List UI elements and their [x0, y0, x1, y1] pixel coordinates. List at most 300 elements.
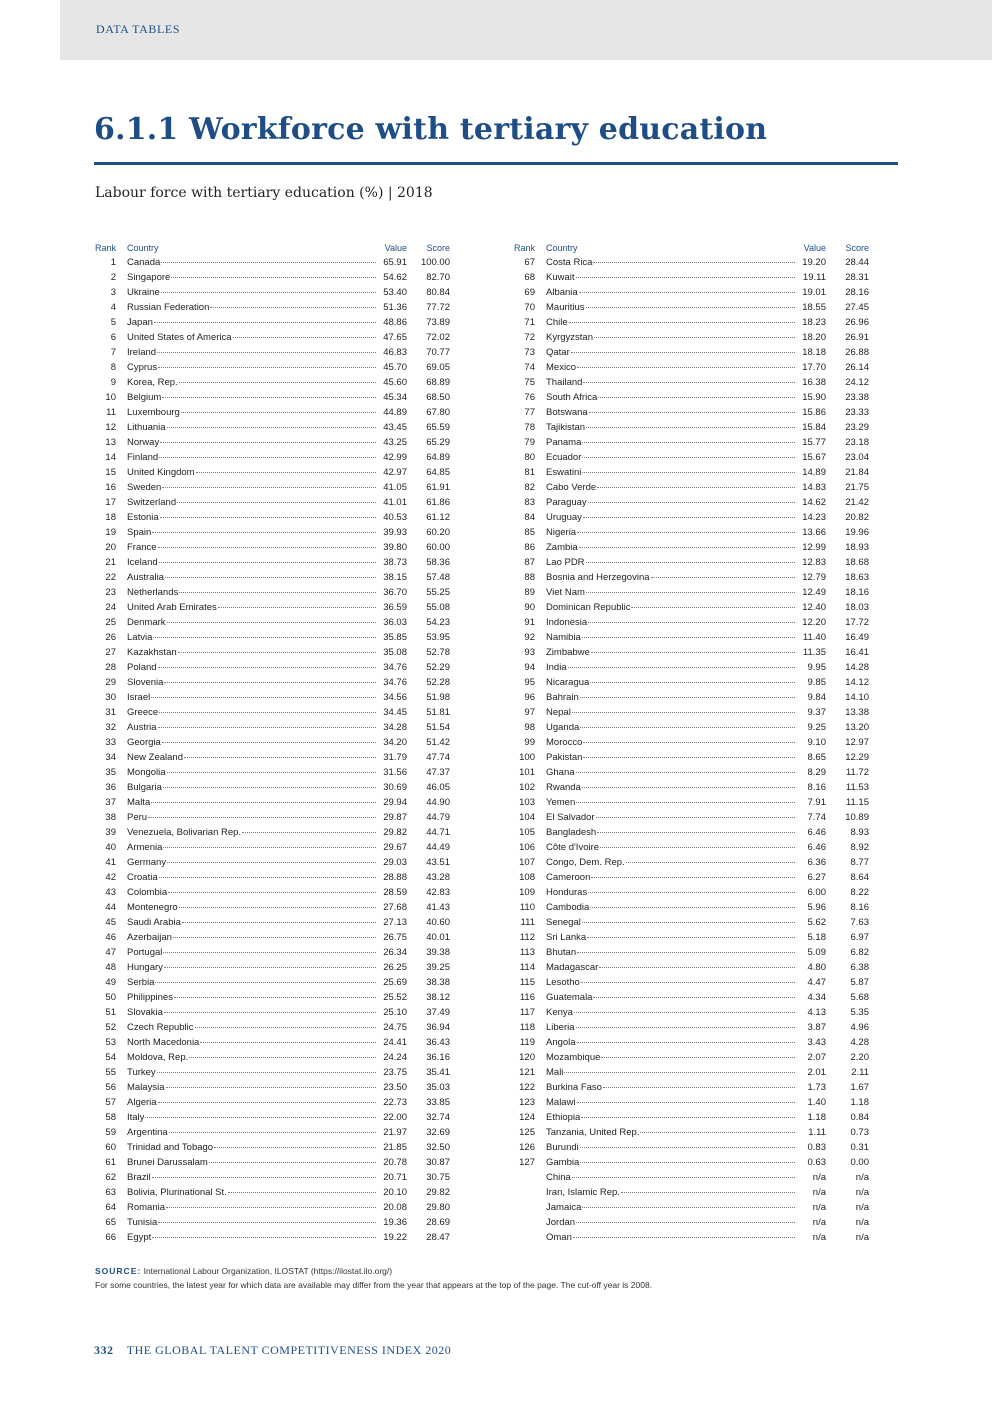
table-row: [513, 495, 869, 510]
country-cell: [546, 1095, 796, 1110]
value-cell: 16.38: [802, 377, 826, 388]
country-cell: [127, 915, 377, 930]
score-cell: 8.16: [850, 902, 869, 913]
score-cell: 6.82: [850, 947, 869, 958]
score-cell: 23.33: [845, 407, 869, 418]
country-cell: [127, 705, 377, 720]
country-cell: [127, 945, 377, 960]
score-cell: 38.38: [426, 977, 450, 988]
country-name: New Zealand: [127, 752, 183, 763]
country-cell: [546, 525, 796, 540]
table-row: [94, 570, 450, 585]
table-row: [513, 600, 869, 615]
country-name: Gambia: [546, 1157, 580, 1168]
table-row: [513, 315, 869, 330]
country-name: Italy: [127, 1112, 145, 1123]
rank-cell: 39: [105, 827, 116, 838]
score-cell: 32.74: [426, 1112, 450, 1123]
country-cell: [546, 900, 796, 915]
country-cell: [546, 615, 796, 630]
table-row: [94, 795, 450, 810]
country-name: Bangladesh: [546, 827, 597, 838]
country-name: Armenia: [127, 842, 163, 853]
dot-leader: [577, 952, 795, 953]
dot-leader: [583, 382, 795, 383]
country-cell: [546, 705, 796, 720]
score-cell: 23.04: [845, 452, 869, 463]
rank-cell: 120: [519, 1052, 535, 1063]
score-cell: 19.96: [845, 527, 869, 538]
country-cell: [546, 1170, 796, 1185]
score-cell: 40.01: [426, 932, 450, 943]
country-cell: [546, 1215, 796, 1230]
dot-leader: [583, 517, 795, 518]
dot-leader: [580, 1147, 795, 1148]
country-cell: [546, 405, 796, 420]
table-row: [94, 930, 450, 945]
score-cell: 21.42: [845, 497, 869, 508]
dot-leader: [165, 577, 376, 578]
country-cell: [127, 1140, 377, 1155]
rank-cell: 32: [105, 722, 116, 733]
table-row: [513, 945, 869, 960]
value-cell: 5.18: [807, 932, 826, 943]
score-cell: 27.45: [845, 302, 869, 313]
country-cell: [546, 1050, 796, 1065]
value-cell: 42.99: [383, 452, 407, 463]
country-name: Ecuador: [546, 452, 582, 463]
score-cell: 41.43: [426, 902, 450, 913]
source-label: SOURCE:: [95, 1266, 142, 1276]
country-name: Azerbaijan: [127, 932, 172, 943]
table-row: [513, 570, 869, 585]
dot-leader: [167, 862, 376, 863]
score-cell: 32.50: [426, 1142, 450, 1153]
value-cell: 19.36: [383, 1217, 407, 1228]
country-name: United Kingdom: [127, 467, 195, 478]
score-cell: 12.97: [845, 737, 869, 748]
dot-leader: [582, 472, 795, 473]
rank-cell: 20: [105, 542, 116, 553]
country-cell: [546, 570, 796, 585]
country-cell: [127, 540, 377, 555]
rank-cell: 107: [519, 857, 535, 868]
country-name: Namibia: [546, 632, 581, 643]
value-cell: 30.69: [383, 782, 407, 793]
country-cell: [546, 420, 796, 435]
country-cell: [546, 255, 796, 270]
country-name: Iceland: [127, 557, 158, 568]
score-cell: 4.28: [850, 1037, 869, 1048]
value-cell: 29.82: [383, 827, 407, 838]
country-name: Serbia: [127, 977, 155, 988]
page-title: 6.1.1 Workforce with tertiary education: [94, 112, 768, 147]
score-cell: 28.44: [845, 257, 869, 268]
country-name: Malaysia: [127, 1082, 165, 1093]
country-cell: [127, 405, 377, 420]
rank-cell: 73: [524, 347, 535, 358]
score-cell: 43.51: [426, 857, 450, 868]
country-name: Zimbabwe: [546, 647, 590, 658]
dot-leader: [576, 802, 795, 803]
country-name: Zambia: [546, 542, 578, 553]
value-cell: n/a: [812, 1172, 826, 1183]
dot-leader: [151, 802, 376, 803]
dot-leader: [179, 592, 376, 593]
table-row: [513, 1020, 869, 1035]
country-name: Tunisia: [127, 1217, 158, 1228]
dot-leader: [597, 487, 795, 488]
country-cell: [127, 450, 377, 465]
rank-cell: 84: [524, 512, 535, 523]
country-name: Malawi: [546, 1097, 576, 1108]
dot-leader: [169, 1132, 376, 1133]
value-cell: 2.07: [807, 1052, 826, 1063]
country-cell: [546, 795, 796, 810]
dot-leader: [590, 682, 795, 683]
table-row: [513, 990, 869, 1005]
source-line: [95, 1266, 392, 1276]
score-cell: 73.89: [426, 317, 450, 328]
score-cell: 68.89: [426, 377, 450, 388]
dot-leader: [582, 457, 795, 458]
rank-cell: 61: [105, 1157, 116, 1168]
score-cell: 60.20: [426, 527, 450, 538]
dot-leader: [181, 412, 376, 413]
score-cell: 37.49: [426, 1007, 450, 1018]
table-row: [94, 750, 450, 765]
country-cell: [127, 1020, 377, 1035]
country-name: Brunei Darussalam: [127, 1157, 208, 1168]
value-cell: 13.66: [802, 527, 826, 538]
value-cell: 45.34: [383, 392, 407, 403]
value-cell: 24.41: [383, 1037, 407, 1048]
dot-leader: [158, 1102, 376, 1103]
value-cell: 44.89: [383, 407, 407, 418]
score-cell: n/a: [855, 1187, 869, 1198]
country-name: Cambodia: [546, 902, 590, 913]
country-cell: [546, 675, 796, 690]
score-cell: 61.12: [426, 512, 450, 523]
country-name: Turkey: [127, 1067, 156, 1078]
table-row: [94, 330, 450, 345]
table-row: [513, 480, 869, 495]
country-cell: [127, 1005, 377, 1020]
rank-cell: 14: [105, 452, 116, 463]
rank-cell: 79: [524, 437, 535, 448]
table-row: [513, 900, 869, 915]
score-cell: 18.63: [845, 572, 869, 583]
value-cell: 9.10: [807, 737, 826, 748]
country-cell: [127, 360, 377, 375]
dot-leader: [155, 982, 376, 983]
table-row: [513, 960, 869, 975]
country-cell: [127, 1215, 377, 1230]
score-cell: 11.72: [845, 767, 869, 778]
dot-leader: [158, 1222, 376, 1223]
country-name: Austria: [127, 722, 157, 733]
rank-cell: 89: [524, 587, 535, 598]
score-cell: 100.00: [420, 257, 450, 268]
table-row: [513, 1185, 869, 1200]
table-row: [513, 765, 869, 780]
table-row: [513, 795, 869, 810]
country-name: Panama: [546, 437, 582, 448]
rank-cell: 5: [110, 317, 116, 328]
table-row: [513, 870, 869, 885]
dot-leader: [589, 412, 795, 413]
dot-leader: [586, 307, 795, 308]
score-cell: 77.72: [426, 302, 450, 313]
score-cell: 46.05: [426, 782, 450, 793]
score-cell: 14.12: [845, 677, 869, 688]
score-cell: 28.69: [426, 1217, 450, 1228]
value-cell: 53.40: [383, 287, 407, 298]
rank-cell: 80: [524, 452, 535, 463]
table-row: [94, 360, 450, 375]
country-cell: [546, 315, 796, 330]
table-row: [513, 255, 869, 270]
country-name: Tanzania, United Rep.: [546, 1127, 640, 1138]
table-row: [513, 510, 869, 525]
country-cell: [127, 1155, 377, 1170]
score-cell: 30.75: [426, 1172, 450, 1183]
value-cell: 24.24: [383, 1052, 407, 1063]
value-cell: 25.10: [383, 1007, 407, 1018]
country-cell: [546, 1200, 796, 1215]
country-cell: [546, 435, 796, 450]
dot-leader: [577, 367, 795, 368]
value-cell: 1.40: [807, 1097, 826, 1108]
dot-leader: [162, 742, 376, 743]
value-cell: 14.89: [802, 467, 826, 478]
rank-cell: 91: [524, 617, 535, 628]
score-cell: 18.03: [845, 602, 869, 613]
score-cell: 44.71: [426, 827, 450, 838]
country-name: Poland: [127, 662, 157, 673]
dot-leader: [588, 622, 795, 623]
value-cell: 21.85: [383, 1142, 407, 1153]
country-name: Denmark: [127, 617, 166, 628]
country-name: Mali: [546, 1067, 564, 1078]
dot-leader: [151, 697, 376, 698]
dot-leader: [600, 847, 795, 848]
country-name: Tajikistan: [546, 422, 586, 433]
score-cell: 29.80: [426, 1202, 450, 1213]
score-cell: 14.28: [845, 662, 869, 673]
rank-cell: 100: [519, 752, 535, 763]
dot-leader: [228, 1192, 376, 1193]
dot-leader: [154, 322, 376, 323]
table-row: [513, 390, 869, 405]
rank-cell: 85: [524, 527, 535, 538]
country-cell: [127, 1230, 377, 1245]
dot-leader: [574, 1012, 795, 1013]
table-row: [94, 720, 450, 735]
value-cell: 28.88: [383, 872, 407, 883]
value-cell: 46.83: [383, 347, 407, 358]
country-cell: [546, 1005, 796, 1020]
score-cell: 33.85: [426, 1097, 450, 1108]
rank-cell: 122: [519, 1082, 535, 1093]
value-cell: 5.96: [807, 902, 826, 913]
score-cell: 65.59: [426, 422, 450, 433]
score-cell: 2.11: [851, 1067, 869, 1078]
table-row: [513, 585, 869, 600]
value-cell: 6.46: [807, 827, 826, 838]
country-cell: [546, 585, 796, 600]
table-row: [94, 315, 450, 330]
table-row: [513, 1095, 869, 1110]
value-cell: 4.80: [807, 962, 826, 973]
dot-leader: [593, 262, 795, 263]
country-name: Ghana: [546, 767, 575, 778]
rank-cell: 101: [519, 767, 535, 778]
rank-cell: 70: [524, 302, 535, 313]
table-row: [94, 1110, 450, 1125]
value-cell: 41.05: [383, 482, 407, 493]
rank-cell: 18: [105, 512, 116, 523]
country-cell: [127, 1035, 377, 1050]
country-name: Madagascar: [546, 962, 599, 973]
country-name: Russian Federation: [127, 302, 210, 313]
country-name: Japan: [127, 317, 153, 328]
country-cell: [546, 1065, 796, 1080]
value-cell: 9.25: [807, 722, 826, 733]
country-cell: [546, 600, 796, 615]
country-cell: [127, 390, 377, 405]
country-name: Viet Nam: [546, 587, 585, 598]
value-cell: 34.28: [383, 722, 407, 733]
table-row: [94, 990, 450, 1005]
table-row: [513, 1035, 869, 1050]
value-cell: 19.20: [802, 257, 826, 268]
score-cell: 8.77: [850, 857, 869, 868]
country-cell: [546, 510, 796, 525]
country-name: Botswana: [546, 407, 588, 418]
country-name: Lao PDR: [546, 557, 585, 568]
table-row: [94, 345, 450, 360]
score-cell: 64.89: [426, 452, 450, 463]
value-cell: 0.63: [807, 1157, 826, 1168]
score-cell: 4.96: [850, 1022, 869, 1033]
table-row: [94, 645, 450, 660]
country-name: France: [127, 542, 157, 553]
score-cell: 26.88: [845, 347, 869, 358]
score-cell: 55.25: [426, 587, 450, 598]
value-cell: 31.79: [383, 752, 407, 763]
country-name: Indonesia: [546, 617, 588, 628]
table-row: [513, 1170, 869, 1185]
score-cell: 23.18: [845, 437, 869, 448]
dot-leader: [161, 292, 376, 293]
score-cell: 5.87: [850, 977, 869, 988]
dot-leader: [159, 562, 376, 563]
score-cell: 5.35: [850, 1007, 869, 1018]
country-name: Greece: [127, 707, 159, 718]
country-name: Mongolia: [127, 767, 166, 778]
country-cell: [546, 810, 796, 825]
country-cell: [127, 255, 377, 270]
country-name: Bosnia and Herzegovina: [546, 572, 650, 583]
country-name: Latvia: [127, 632, 153, 643]
country-cell: [127, 1095, 377, 1110]
score-cell: 51.42: [426, 737, 450, 748]
country-cell: [546, 660, 796, 675]
dot-leader: [597, 832, 795, 833]
table-row: [94, 1035, 450, 1050]
rank-cell: 15: [105, 467, 116, 478]
dot-leader: [177, 502, 376, 503]
table-row: [513, 915, 869, 930]
dot-leader: [651, 577, 795, 578]
dot-leader: [167, 772, 376, 773]
rank-cell: 29: [105, 677, 116, 688]
country-cell: [546, 840, 796, 855]
dot-leader: [162, 397, 376, 398]
value-cell: 43.25: [383, 437, 407, 448]
dot-leader: [158, 367, 376, 368]
score-cell: 8.92: [850, 842, 869, 853]
rank-cell: 105: [519, 827, 535, 838]
value-cell: 22.73: [383, 1097, 407, 1108]
country-name: China: [546, 1172, 571, 1183]
country-cell: [127, 375, 377, 390]
rank-cell: 92: [524, 632, 535, 643]
country-cell: [127, 300, 377, 315]
score-cell: 18.93: [845, 542, 869, 553]
table-row: [94, 825, 450, 840]
value-cell: 34.45: [383, 707, 407, 718]
country-cell: [127, 315, 377, 330]
rank-cell: 90: [524, 602, 535, 613]
rank-cell: 3: [110, 287, 116, 298]
country-name: Senegal: [546, 917, 581, 928]
table-row: [94, 765, 450, 780]
country-cell: [127, 1080, 377, 1095]
country-cell: [546, 945, 796, 960]
country-name: Bolivia, Plurinational St.: [127, 1187, 227, 1198]
value-cell: 15.90: [802, 392, 826, 403]
rank-cell: 36: [105, 782, 116, 793]
dot-leader: [579, 292, 795, 293]
country-cell: [127, 525, 377, 540]
rank-cell: 6: [110, 332, 116, 343]
country-name: Lithuania: [127, 422, 166, 433]
country-name: Liberia: [546, 1022, 575, 1033]
table-row: [94, 735, 450, 750]
country-cell: [127, 1065, 377, 1080]
value-cell: 36.59: [383, 602, 407, 613]
table-row: [94, 495, 450, 510]
value-cell: 9.37: [807, 707, 826, 718]
dot-leader: [159, 877, 376, 878]
country-cell: [546, 690, 796, 705]
dot-leader: [626, 862, 795, 863]
rank-cell: 12: [105, 422, 116, 433]
country-cell: [546, 1125, 796, 1140]
country-cell: [546, 270, 796, 285]
country-cell: [546, 735, 796, 750]
rank-cell: 86: [524, 542, 535, 553]
table-row: [513, 270, 869, 285]
rank-cell: 44: [105, 902, 116, 913]
dot-leader: [621, 1192, 795, 1193]
rank-cell: 75: [524, 377, 535, 388]
table-row: [94, 840, 450, 855]
dot-leader: [577, 1102, 795, 1103]
country-cell: [546, 1020, 796, 1035]
